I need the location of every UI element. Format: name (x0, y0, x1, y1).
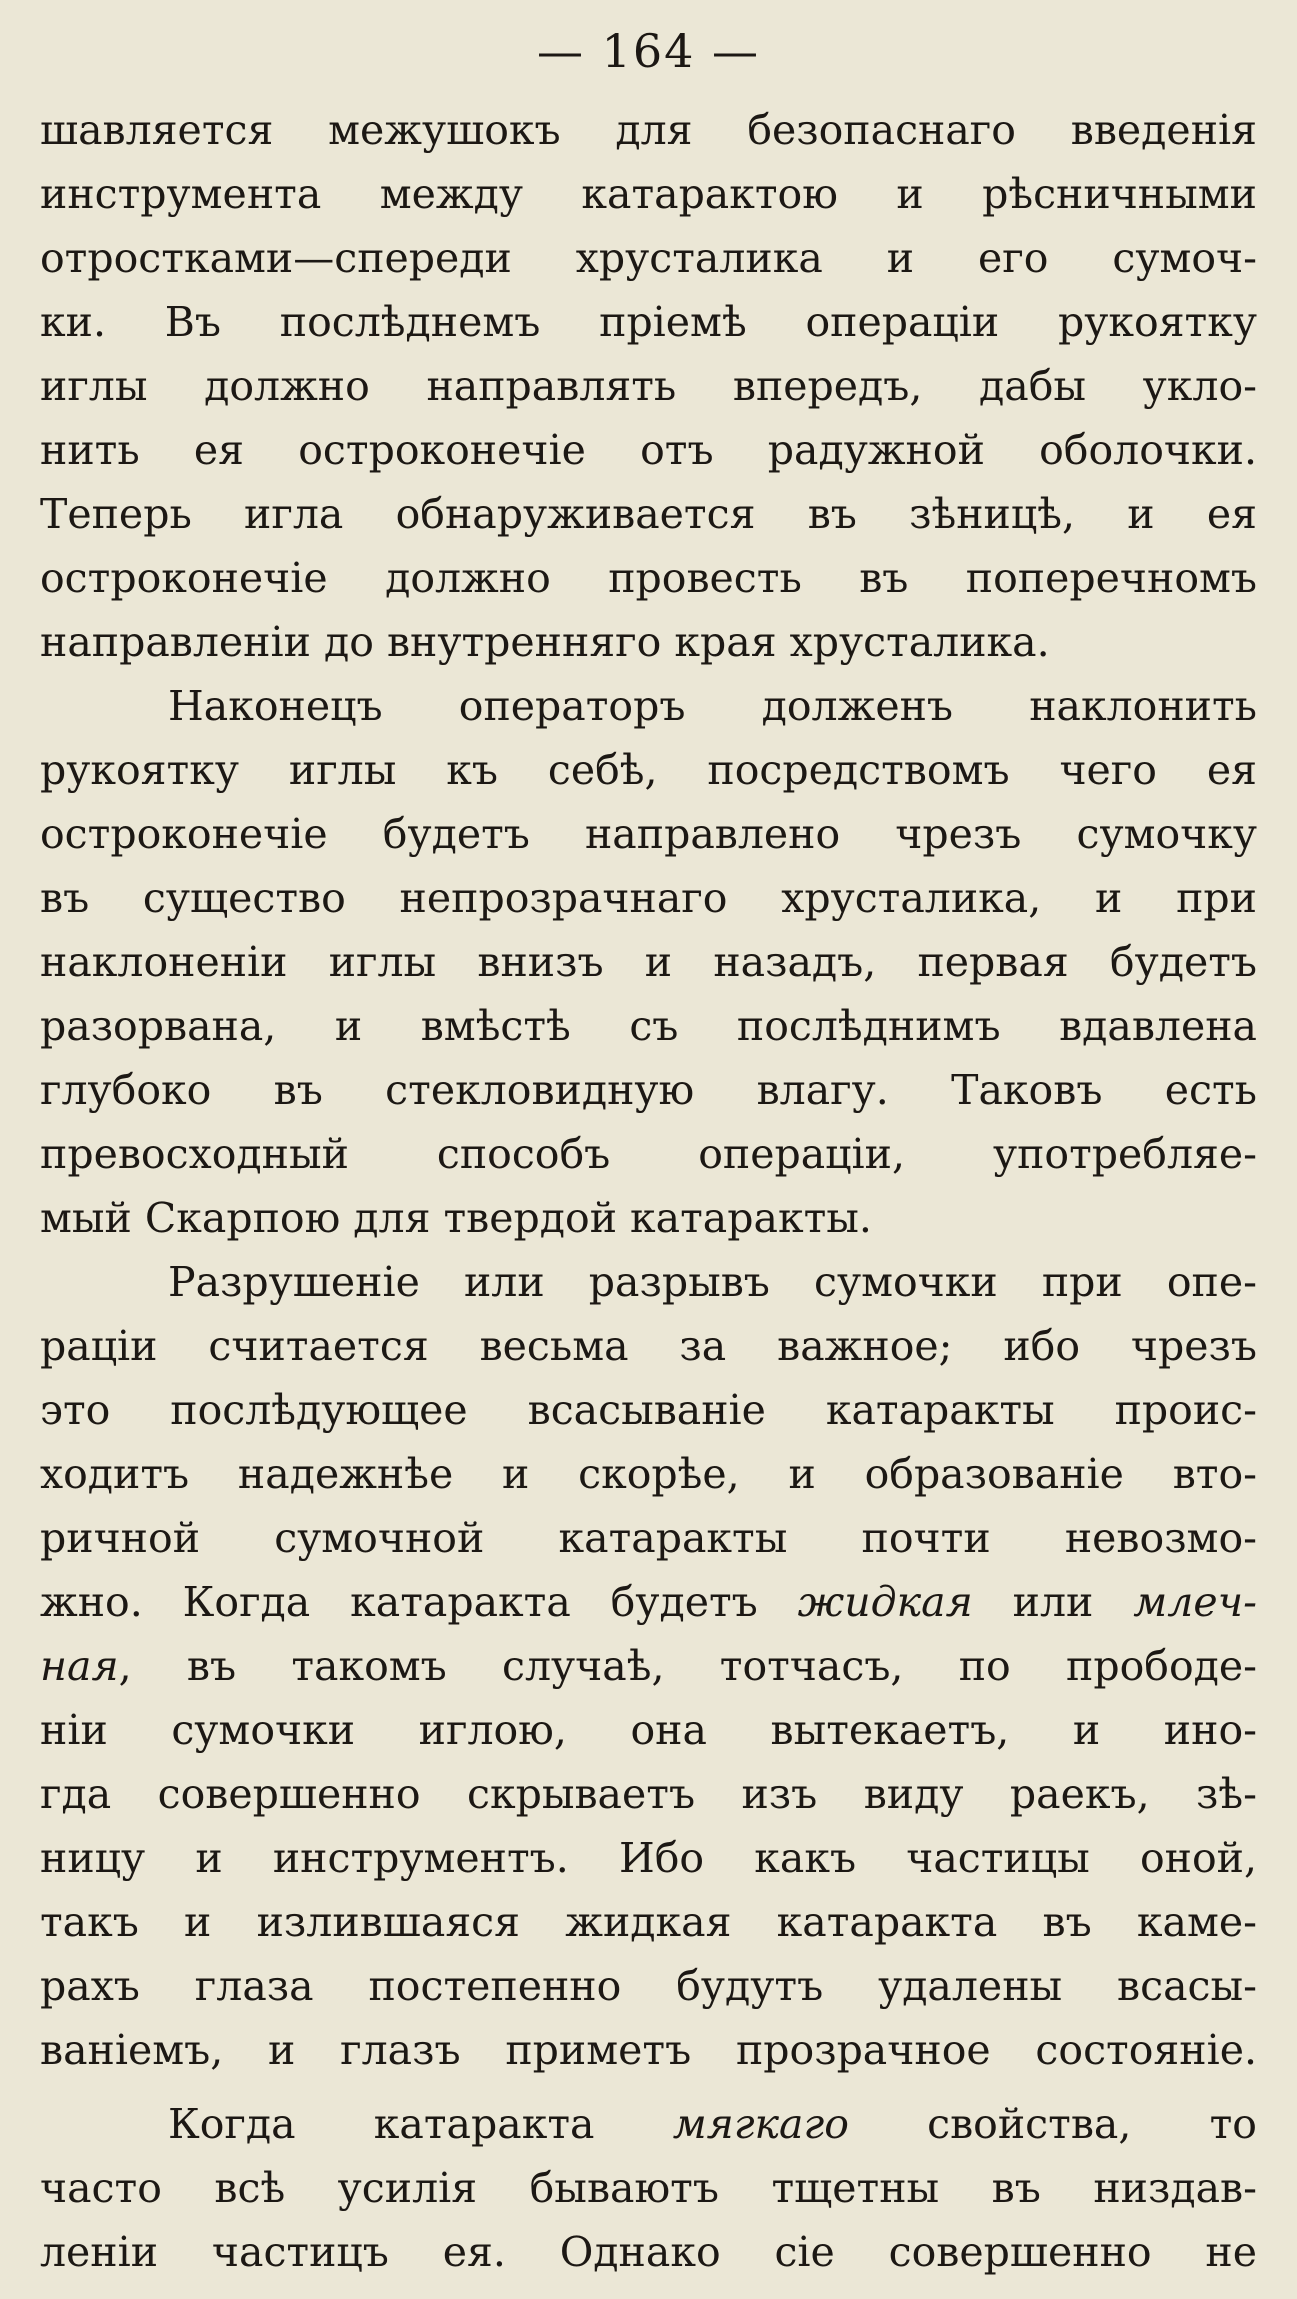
text-line: шавляется межушокъ для безопаснаго введенія (40, 106, 1257, 154)
text-line: рукоятку иглы къ себѣ, посредствомъ чего ея (40, 746, 1257, 794)
text-line: нить ея остроконечіе отъ радужной оболочки. (40, 426, 1257, 474)
italic-term: мягкаго (672, 2100, 849, 2148)
text-line: мый Скарпою для твердой катаракты. (40, 1194, 872, 1242)
text-line: такъ и излившаяся жидкая катаракта въ каме- (40, 1898, 1257, 1946)
text-line: остроконечіе будетъ направлено чрезъ сумочку (40, 810, 1257, 858)
text-line: ніи сумочки иглою, она вытекаетъ, и ино- (40, 1706, 1257, 1754)
text-line: ходитъ надежнѣе и скорѣе, и образованіе вто- (40, 1450, 1257, 1498)
text-segment: свойства, то (927, 2100, 1257, 2148)
text-line: ваніемъ, и глазъ приметъ прозрачное состояніе. (40, 2026, 1257, 2074)
text-line: направленіи до внутренняго края хрусталика. (40, 618, 1050, 666)
text-line: это послѣдующее всасываніе катаракты проис- (40, 1386, 1257, 1434)
italic-term: млеч- (1133, 1578, 1257, 1626)
text-line: глубоко въ стекловидную влагу. Таковъ есть (40, 1066, 1257, 1114)
text-line: леніи частицъ ея. Однако сіе совершенно не (40, 2228, 1257, 2276)
text-line: разорвана, и вмѣстѣ съ послѣднимъ вдавлена (40, 1002, 1257, 1050)
paragraph-first-line: Разрушеніе или разрывъ сумочки при опе- (168, 1258, 1257, 1306)
text-line: иглы должно направлять впередъ, дабы укло- (40, 362, 1257, 410)
text-line: ки. Въ послѣднемъ пріемѣ операціи рукоятку (40, 298, 1257, 346)
text-line: рахъ глаза постепенно будутъ удалены всасы- (40, 1962, 1257, 2010)
paragraph-first-line (168, 2092, 1257, 2156)
text-line: ричной сумочной катаракты почти невозмо- (40, 1514, 1257, 1562)
italic-term: жидкая (797, 1578, 973, 1626)
text-line: Теперь игла обнаруживается въ зѣницѣ, и ея (40, 490, 1257, 538)
text-line: ницу и инструментъ. Ибо какъ частицы оной, (40, 1834, 1257, 1882)
text-segment: Когда катаракта (168, 2100, 595, 2148)
text-line (40, 1570, 1257, 1634)
italic-term: ная (40, 1642, 119, 1690)
text-line: въ существо непрозрачнаго хрусталика, и при (40, 874, 1257, 922)
text-line: наклоненіи иглы внизъ и назадъ, первая будетъ (40, 938, 1257, 986)
paragraph-first-line: Наконецъ операторъ долженъ наклонить (168, 682, 1257, 730)
text-segment: , въ такомъ случаѣ, тотчасъ, по прободе- (118, 1642, 1257, 1690)
text-line: остроконечіе должно провесть въ поперечномъ (40, 554, 1257, 602)
text-line: раціи считается весьма за важное; ибо чрезъ (40, 1322, 1257, 1370)
text-segment: или (1012, 1578, 1094, 1626)
text-line: гда совершенно скрываетъ изъ виду раекъ, зѣ- (40, 1770, 1257, 1818)
text-line: часто всѣ усилія бываютъ тщетны въ низдав- (40, 2164, 1257, 2212)
text-segment: жно. Когда катаракта будетъ (40, 1578, 758, 1626)
text-line: отростками—спереди хрусталика и его сумоч- (40, 234, 1257, 282)
page-number: — 164 — (536, 24, 761, 78)
text-line: превосходный способъ операціи, употребляе- (40, 1130, 1257, 1178)
text-line (40, 1634, 1257, 1698)
text-line: инструмента между катарактою и рѣсничными (40, 170, 1257, 218)
